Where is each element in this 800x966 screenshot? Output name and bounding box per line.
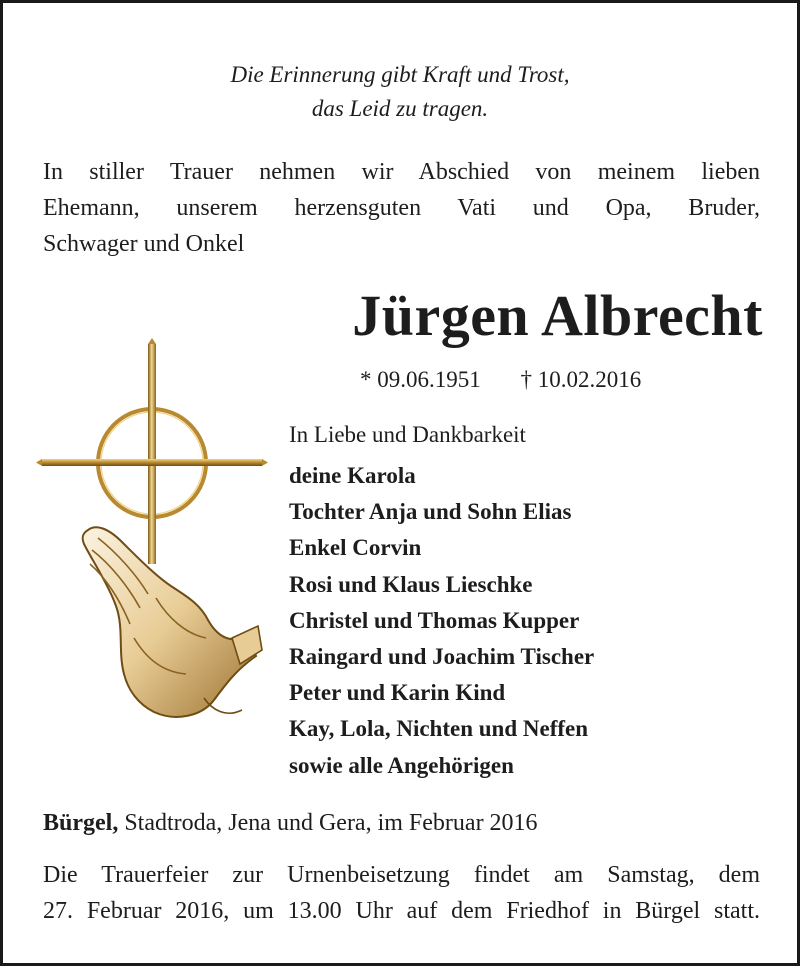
- mourner-item: Rosi und Klaus Lieschke: [289, 571, 533, 597]
- mourner-item: deine Karola: [289, 463, 416, 488]
- place-rest: Stadtroda, Jena und Gera, im Februar 2016: [118, 810, 538, 836]
- cross-and-praying-hands-illustration: [36, 338, 268, 726]
- mourners-list: [289, 458, 594, 784]
- motto: [0, 58, 800, 126]
- life-dates: [360, 364, 641, 396]
- intro-text: [43, 154, 760, 262]
- place-town: Bürgel,: [43, 810, 119, 836]
- mourner-item: sowie alle Angehörigen: [289, 752, 514, 778]
- mourner-item: Kay, Lola, Nichten und Neffen: [289, 716, 589, 742]
- funeral-info: [43, 857, 760, 929]
- mourner-item: Raingard und Joachim Tischer: [289, 643, 595, 669]
- mourner-item: Enkel Corvin: [289, 535, 422, 561]
- death-date: † 10.02.2016: [520, 367, 642, 392]
- intro-line-1: In stiller Trauer nehmen wir Abschied von meinem lieben: [43, 159, 760, 185]
- mourner-item: Peter und Karin Kind: [289, 680, 506, 706]
- mourner-item: Tochter Anja und Sohn Elias: [289, 499, 572, 525]
- love-line: In Liebe und Dankbarkeit: [289, 422, 526, 447]
- motto-line-2: das Leid zu tragen.: [311, 96, 489, 121]
- place-and-date: [43, 806, 538, 840]
- birth-date: * 09.06.1951: [360, 367, 481, 392]
- intro-line-3: Schwager und Onkel: [43, 231, 245, 257]
- mourner-item: Christel und Thomas Kupper: [289, 607, 580, 633]
- funeral-line-1: Die Trauerfeier zur Urnenbeisetzung findet am Samstag, dem: [43, 862, 760, 888]
- funeral-line-2: 27. Februar 2016, um 13.00 Uhr auf dem Friedhof in Bürgel statt.: [43, 898, 760, 924]
- deceased-name: Jürgen Albrecht: [352, 283, 763, 348]
- intro-line-2: Ehemann, unserem herzensguten Vati und Opa, Bruder,: [43, 195, 760, 221]
- motto-line-1: Die Erinnerung gibt Kraft und Trost,: [230, 62, 570, 87]
- cross-icon: [36, 338, 268, 564]
- praying-hands-icon: [83, 527, 262, 717]
